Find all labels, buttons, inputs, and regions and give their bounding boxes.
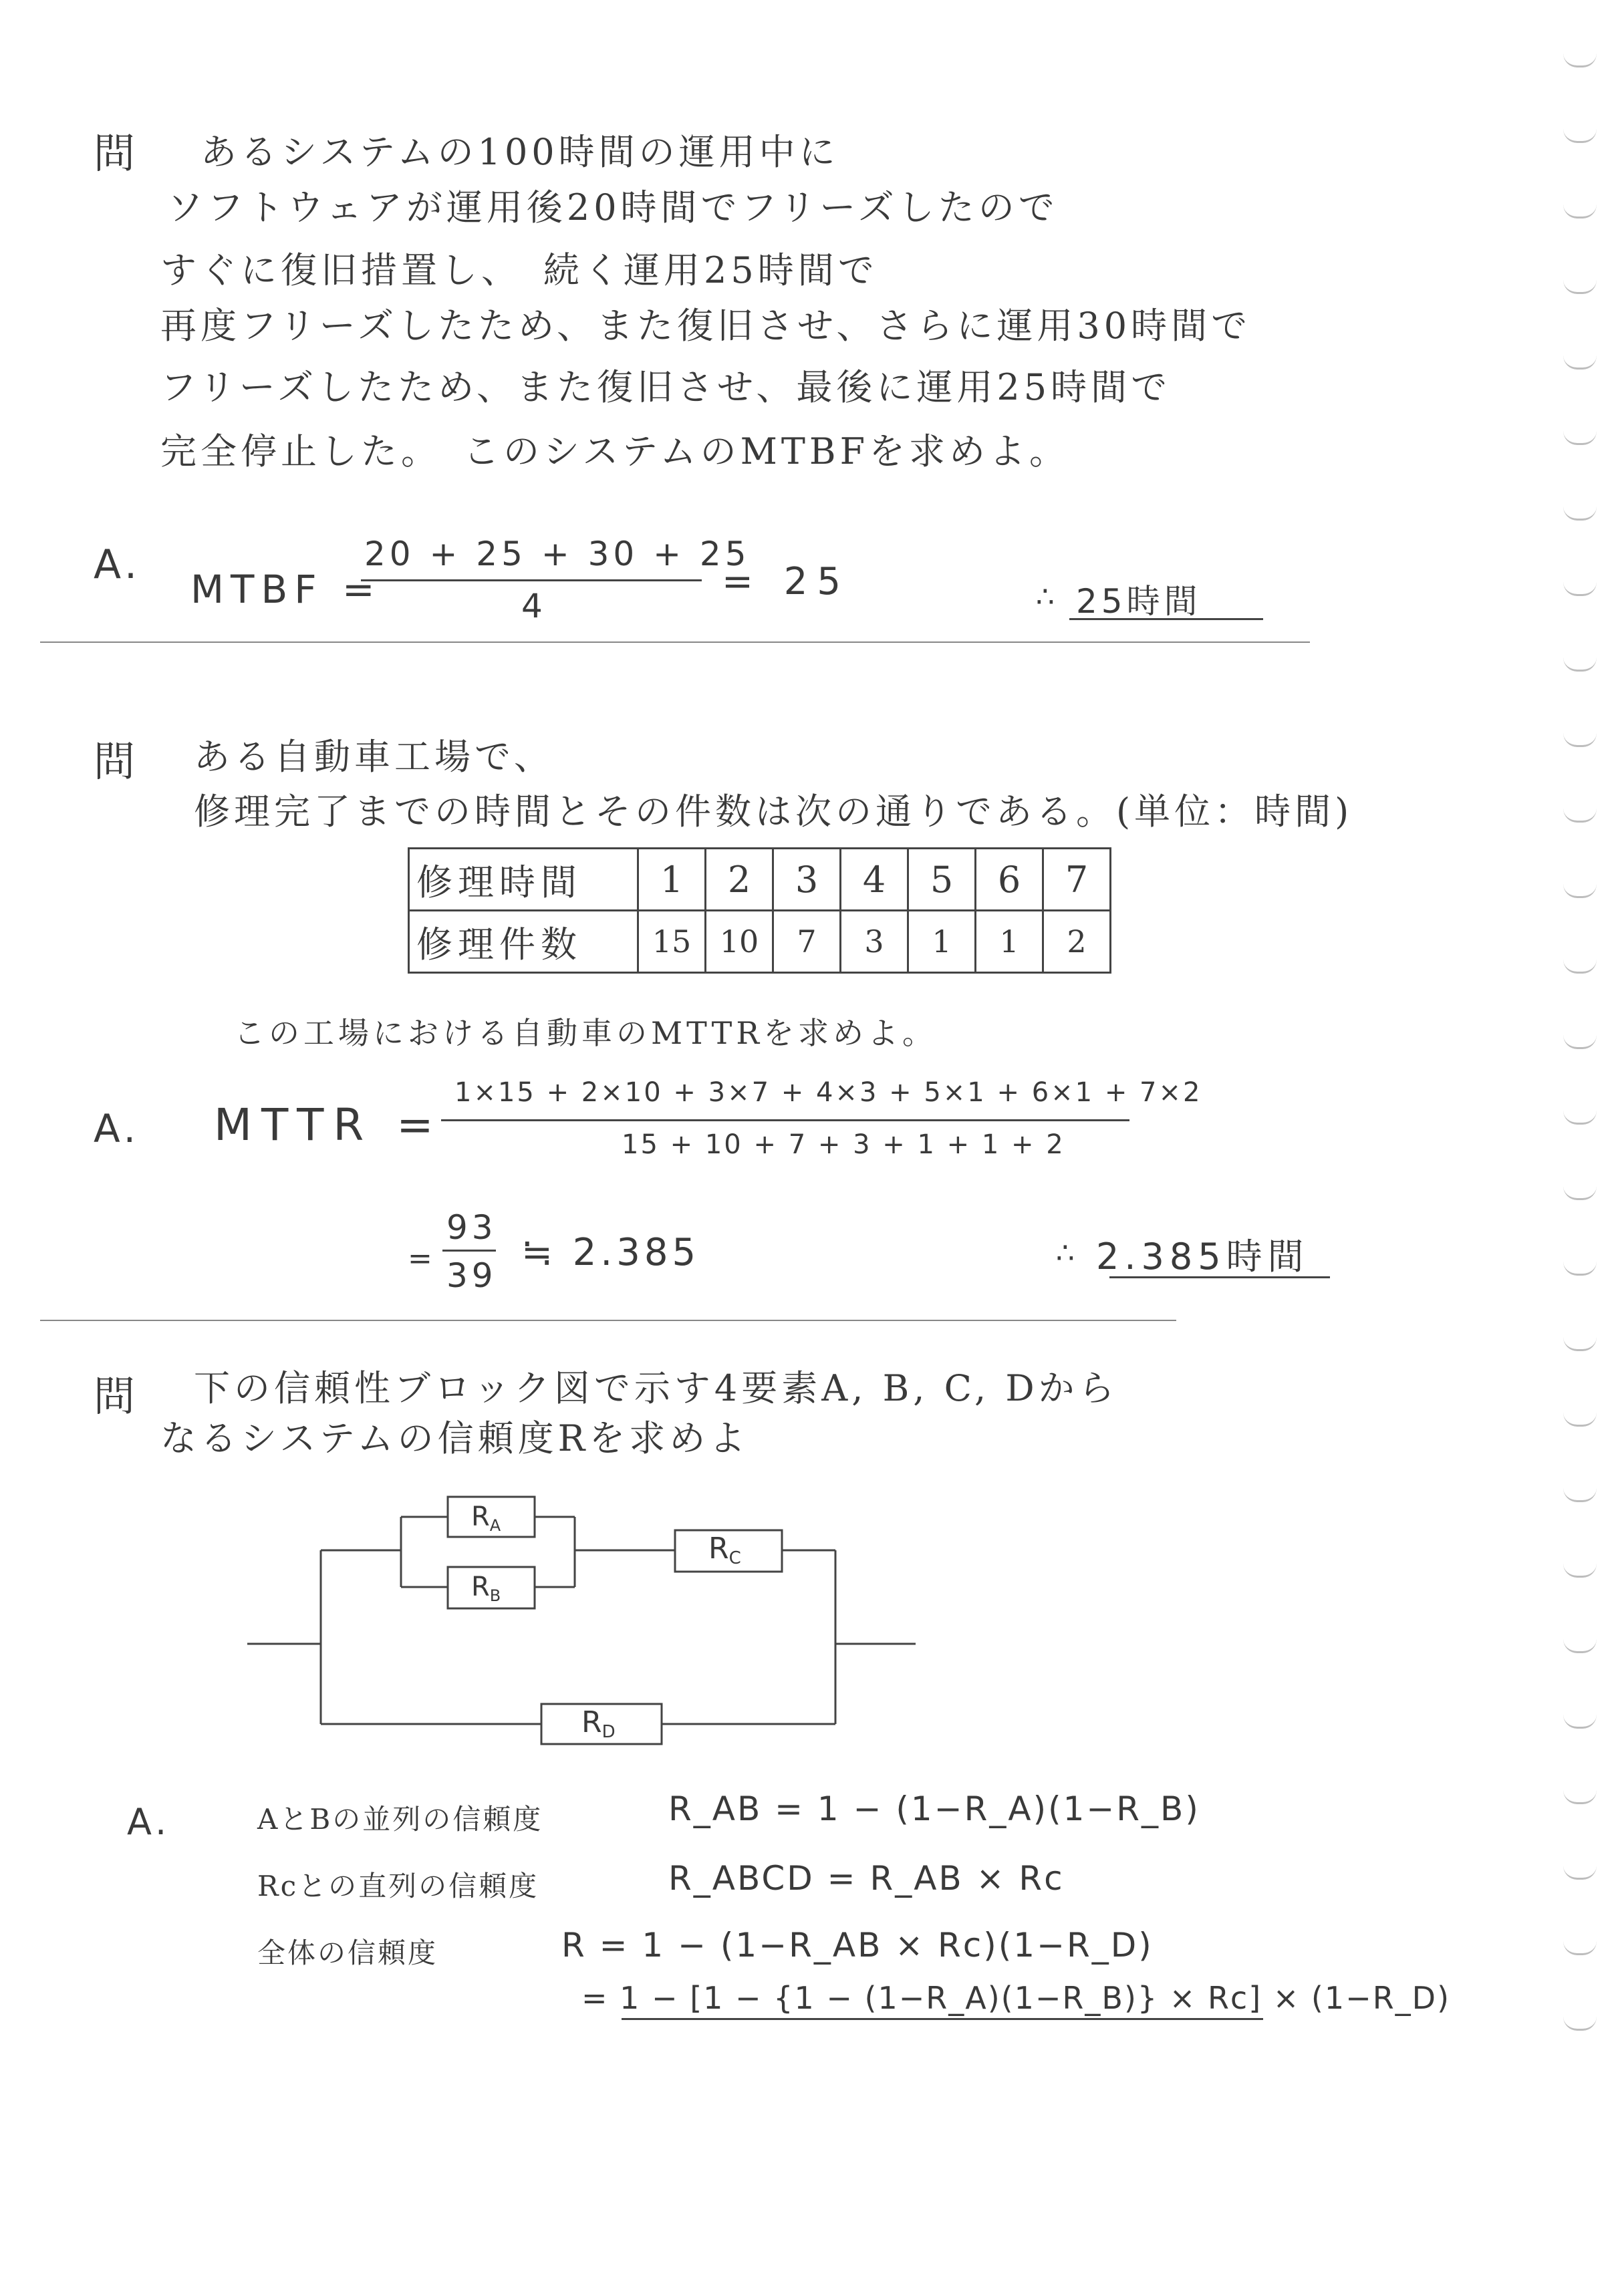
binder-hole	[1563, 1337, 1597, 1351]
mttr-fraction-denominator: 39	[446, 1256, 497, 1295]
reliability-block-diagram	[247, 1483, 929, 1764]
answer-marker: A.	[127, 1801, 171, 1843]
table-cell: 1	[976, 911, 1043, 973]
block-rd: RD	[581, 1705, 616, 1742]
table-row	[409, 849, 1111, 911]
table-cell: 15	[638, 911, 706, 973]
binder-hole	[1563, 1488, 1597, 1502]
table-cell: 2	[706, 849, 773, 911]
table-cell: 1	[638, 849, 706, 911]
mtbf-label: MTBF =	[190, 567, 382, 612]
therefore-symbol: ∴	[1056, 1236, 1079, 1270]
question-line: 再度フリーズしたため、また復旧させ、さらに運用30時間で	[160, 305, 1252, 347]
table-row	[409, 911, 1111, 973]
binder-hole	[1563, 2017, 1597, 2031]
question-marker: 問	[94, 129, 140, 178]
eq-sign: =	[408, 1242, 436, 1276]
reliability-formula: R_AB = 1 − (1−R_A)(1−R_B)	[668, 1789, 1200, 1828]
reliability-label: Rcとの直列の信頼度	[257, 1870, 539, 1902]
binder-hole	[1563, 1262, 1597, 1276]
repair-table	[408, 847, 1111, 974]
mttr-fraction-numerator: 93	[446, 1208, 497, 1247]
binder-hole	[1563, 884, 1597, 898]
table-cell: 10	[706, 911, 773, 973]
block-ra: $R_A$	[471, 1501, 501, 1535]
binder-hole	[1563, 280, 1597, 294]
question-line: ソフトウェアが運用後20時間でフリーズしたので	[167, 186, 1059, 229]
table-cell: 7	[1043, 849, 1111, 911]
mttr-answer: 2.385時間	[1096, 1236, 1309, 1278]
question-instruction: この工場における自動車のMTTRを求めよ。	[234, 1015, 937, 1051]
table-cell: 2	[1043, 911, 1111, 973]
reliability-label: AとBの並列の信頼度	[257, 1803, 543, 1836]
block-rc: RC	[708, 1532, 741, 1568]
question-line: フリーズしたため、また復旧させ、最後に運用25時間で	[160, 366, 1172, 408]
question-line: なるシステムの信頼度Rを求めよ	[160, 1417, 750, 1459]
question-marker: 問	[94, 1372, 140, 1421]
question-line: 下の信頼性ブロック図で示す4要素A, B, C, Dから	[194, 1367, 1119, 1409]
answer-marker: A.	[94, 1106, 140, 1151]
table-cell: 5	[908, 849, 976, 911]
binder-hole	[1563, 507, 1597, 521]
binder-hole	[1563, 1413, 1597, 1427]
question-line: 完全停止した。 このシステムのMTBFを求めよ。	[160, 430, 1070, 472]
mtbf-denominator: 4	[521, 587, 547, 625]
table-cell: 4	[841, 849, 908, 911]
mttr-numerator: 1×15 + 2×10 + 3×7 + 4×3 + 5×1 + 6×1 + 7×2	[454, 1077, 1202, 1108]
reliability-label: 全体の信頼度	[257, 1936, 438, 1969]
mttr-label: MTTR =	[214, 1099, 443, 1151]
question-line: ある自動車工場で、	[194, 736, 554, 778]
binder-hole	[1563, 658, 1597, 672]
question-line: あるシステムの100時間の運用中に	[200, 131, 839, 173]
table-cell: 1	[908, 911, 976, 973]
binder-hole	[1563, 960, 1597, 974]
question-line: 修理完了までの時間とその件数は次の通りである。(単位：時間)	[194, 791, 1353, 833]
mtbf-result: = 25	[722, 560, 850, 603]
answer-marker: A.	[94, 541, 142, 588]
binder-hole	[1563, 1941, 1597, 1955]
binder-hole	[1563, 733, 1597, 747]
mtbf-answer: 25時間	[1076, 582, 1202, 621]
table-cell: 6	[976, 849, 1043, 911]
question-line: すぐに復旧措置し、 続く運用25時間で	[160, 249, 878, 291]
binder-hole	[1563, 1186, 1597, 1200]
binder-hole	[1563, 431, 1597, 445]
binder-hole	[1563, 53, 1597, 67]
table-header-cell: 修理時間	[409, 849, 638, 911]
binder-hole	[1563, 1790, 1597, 1804]
table-cell: 7	[773, 911, 841, 973]
binder-hole	[1563, 1111, 1597, 1125]
therefore-symbol: ∴	[1036, 580, 1059, 614]
table-cell: 3	[841, 911, 908, 973]
final-formula: = 1 − [1 − {1 − (1−R_A)(1−R_B)} × Rc] × (1−R_D)	[581, 1980, 1451, 2016]
reliability-formula: R = 1 − (1−R_AB × Rc)(1−R_D)	[561, 1926, 1154, 1965]
binder-hole	[1563, 809, 1597, 823]
question-marker: 問	[94, 737, 140, 786]
reliability-formula: R_ABCD = R_AB × Rc	[668, 1859, 1065, 1898]
block-rb: $R_B$	[471, 1572, 501, 1605]
table-cell: 3	[773, 849, 841, 911]
binder-hole	[1563, 1564, 1597, 1578]
binder-hole	[1563, 1866, 1597, 1880]
binder-hole	[1563, 1715, 1597, 1729]
table-header-cell: 修理件数	[409, 911, 638, 973]
mttr-denominator: 15 + 10 + 7 + 3 + 1 + 1 + 2	[622, 1129, 1065, 1160]
mtbf-numerator: 20 + 25 + 30 + 25	[364, 535, 751, 573]
binder-holes	[1543, 0, 1610, 2296]
binder-hole	[1563, 582, 1597, 596]
mttr-approx: ≒ 2.385	[521, 1231, 700, 1274]
binder-hole	[1563, 204, 1597, 219]
binder-hole	[1563, 1639, 1597, 1653]
binder-hole	[1563, 355, 1597, 370]
binder-hole	[1563, 129, 1597, 143]
binder-hole	[1563, 1035, 1597, 1049]
